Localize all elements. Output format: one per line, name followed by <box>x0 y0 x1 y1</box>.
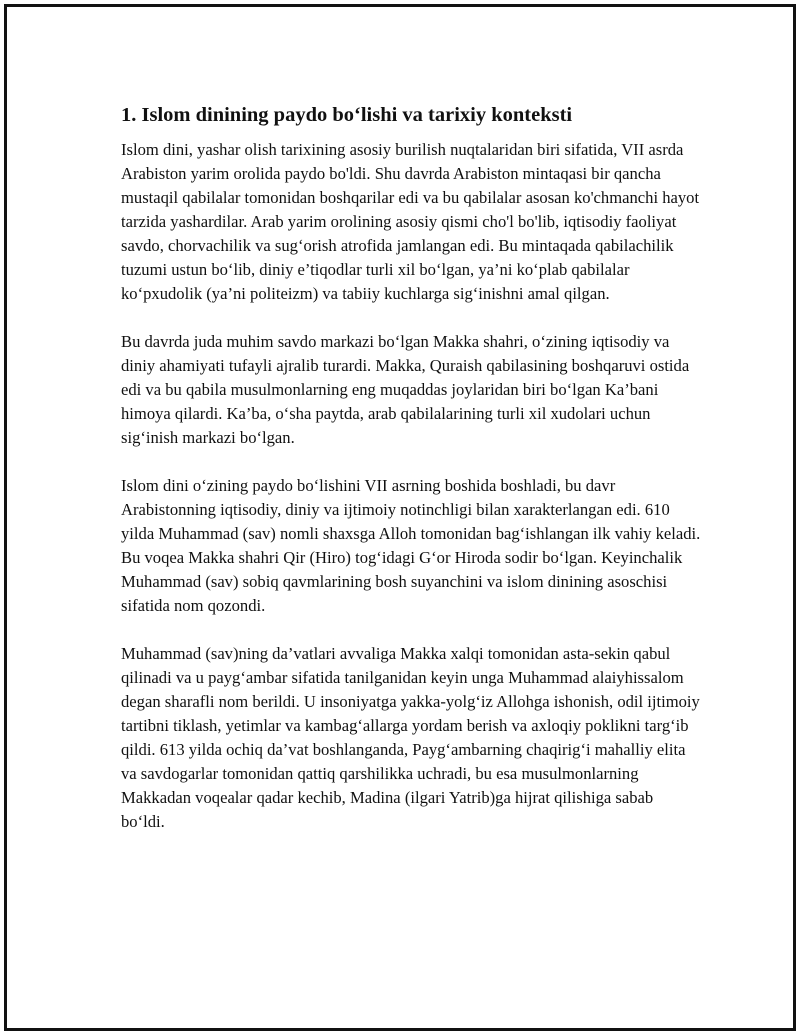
paragraph-revelation: Islom dini o‘zining paydo bo‘lishini VII asrning boshida boshladi, bu davr Arabistonning iqtisodiy, diniy va ijtimoiy notinchligi bilan xarakterlangan edi. 610 yilda Muhammad (sav) nomli shaxsga Alloh tomonidan bag‘ishlangan ilk vahiy keladi. Bu voqea Makka shahri Qir (Hiro) tog‘idagi G‘or Hiroda sodir bo‘lgan. Keyinchalik Muhammad (sav) sobiq qavmlarining bosh suyanchini va islom dinining asoschisi sifatida nom qozondi. <box>121 476 701 615</box>
document-page <box>4 4 796 1031</box>
paragraph-origins: Islom dini, yashar olish tarixining asosiy burilish nuqtalaridan biri sifatida, VII asrda Arabiston yarim orolida paydo bo'ldi. Shu davrda Arabiston mintaqasi bir qancha mustaqil qabilalar tomonidan boshqarilar edi va bu qabilalar asosan ko'chmanchi hayot tarzida yashardilar. Arab yarim orolining asosiy qismi cho'l bo'lib, iqtisodiy faoliyat savdo, chorvachilik va sug‘orish atrofida jamlangan edi. Bu mintaqada qabilachilik tuzumi ustun bo‘lib, diniy e’tiqodlar turli xil bo‘lgan, ya’ni ko‘plab qabilalar ko‘pxudolik (ya’ni politeizm) va tabiiy kuchlarga sig‘inishni amal qilgan. <box>121 140 700 303</box>
paragraph-makka: Bu davrda juda muhim savdo markazi bo‘lgan Makka shahri, o‘zining iqtisodiy va diniy ahamiyati tufayli ajralib turardi. Makka, Quraish qabilasining boshqaruvi ostida edi va bu qabila musulmonlarning eng muqaddas joylaridan biri bo‘lgan Ka’bani himoya qilardi. Ka’ba, o‘sha paytda, arab qabilalarining turli xil xudolari uchun sig‘inish markazi bo‘lgan. <box>121 332 690 447</box>
paragraph-dawah-hijra: Muhammad (sav)ning da’vatlari avvaliga Makka xalqi tomonidan asta-sekin qabul qilinadi va u payg‘ambar sifatida tanilganidan keyin unga Muhammad alaiyhissalom degan sharafli nom berildi. U insoniyatga yakka-yolg‘iz Allohga ishonish, odil ijtimoiy tartibni tiklash, yetimlar va kambag‘allarga yordam berish va axloqiy poklikni targ‘ib qildi. 613 yilda ochiq da’vat boshlanganda, Payg‘ambarning chaqirig‘i mahalliy elita va savdogarlar tomonidan qattiq qarshilikka uchradi, bu esa musulmonlarning Makkadan voqealar qadar kechib, Madina (ilgari Yatrib)ga hijrat qilishiga sabab bo‘ldi. <box>121 644 700 831</box>
section-heading: 1. Islom dinining paydo bo‘lishi va tarixiy konteksti <box>121 104 573 126</box>
document-body <box>121 101 701 834</box>
